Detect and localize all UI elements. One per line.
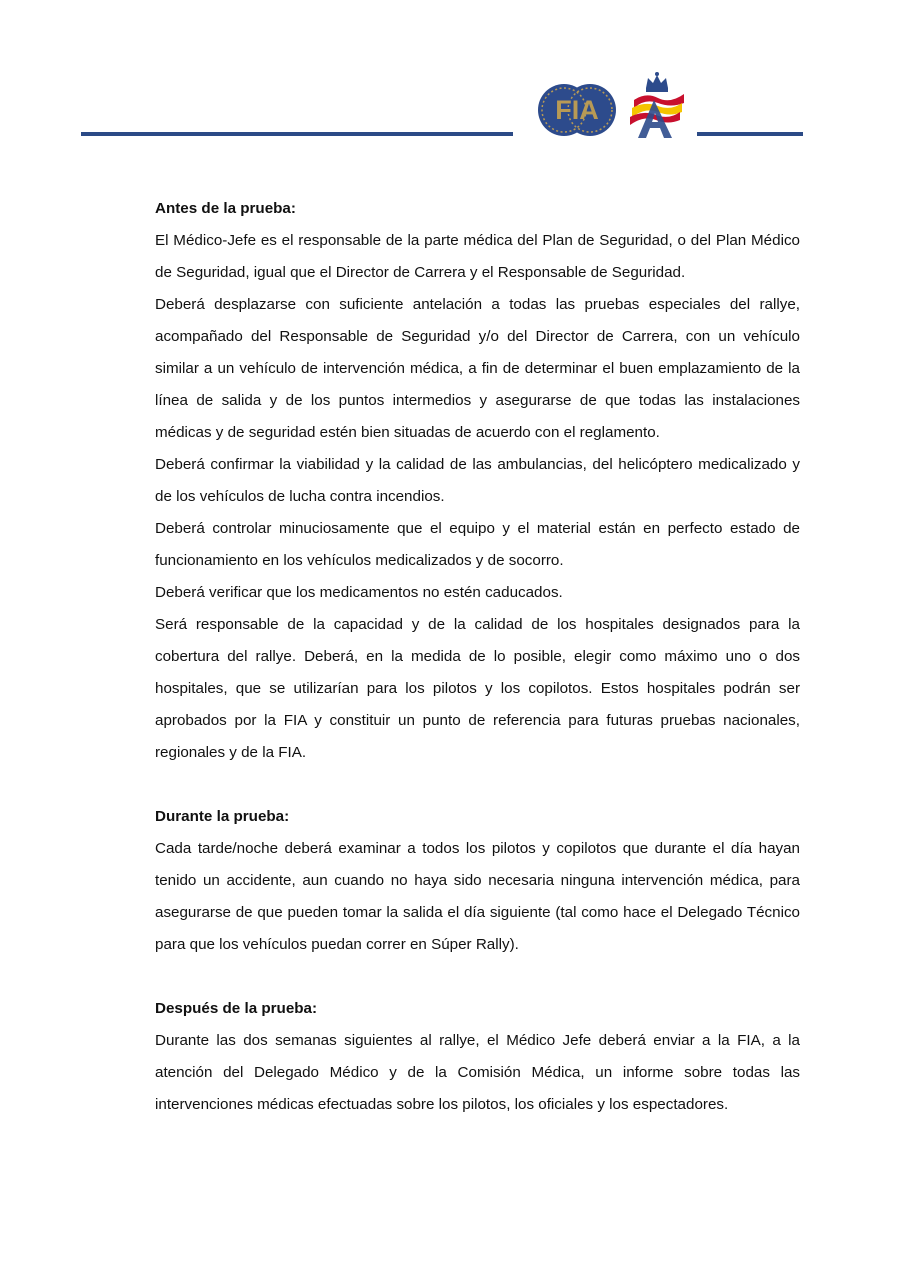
section-heading: Durante la prueba:	[155, 808, 290, 825]
header-rule-right	[697, 132, 803, 136]
paragraph: Cada tarde/noche deberá examinar a todos los pilotos y copilotos que durante el día hayan tenido un accidente, aun cuando no haya sido necesaria ninguna intervención médica, para asegurarse de que pueden tomar la salida el día siguiente (tal como hace el Delegado Técnico para que los vehículos puedan correr en Súper Rally).	[155, 840, 800, 953]
section-despues	[155, 993, 800, 1121]
page-header	[0, 0, 905, 150]
section-antes	[155, 193, 800, 769]
paragraph: Deberá confirmar la viabilidad y la calidad de las ambulancias, del helicóptero medicalizado y de los vehículos de lucha contra incendios.	[155, 456, 800, 505]
paragraph: Deberá verificar que los medicamentos no estén caducados.	[155, 584, 563, 601]
fia-logo	[536, 82, 618, 138]
paragraph: Será responsable de la capacidad y de la calidad de los hospitales designados para la cobertura del rallye. Deberá, en la medida de lo posible, elegir como máximo uno o dos hospitales, que se utilizarían para los pilotos y los copilotos. Estos hospitales podrán ser aprobados por la FIA y constituir un punto de referencia para futuras pruebas nacionales, regionales y de la FIA.	[155, 616, 800, 761]
header-rule-left	[81, 132, 513, 136]
fia-logo-text: FIA	[555, 95, 599, 125]
rfea-crown-flag-logo	[624, 70, 690, 140]
paragraph: Deberá controlar minuciosamente que el equipo y el material están en perfecto estado de funcionamiento en los vehículos medicalizados y de socorro.	[155, 520, 800, 569]
section-heading: Después de la prueba:	[155, 1000, 318, 1017]
paragraph: El Médico-Jefe es el responsable de la parte médica del Plan de Seguridad, o del Plan Médico de Seguridad, igual que el Director de Carrera y el Responsable de Seguridad.	[155, 232, 800, 281]
section-durante	[155, 801, 800, 961]
document-body	[155, 193, 800, 1121]
paragraph: Deberá desplazarse con suficiente antelación a todas las pruebas especiales del rallye, acompañado del Responsable de Seguridad y/o del Director de Carrera, con un vehículo similar a un vehículo de intervención médica, a fin de determinar el buen emplazamiento de la línea de salida y de los puntos intermedios y asegurarse de que todas las instalaciones médicas y de seguridad estén bien situadas de acuerdo con el reglamento.	[155, 296, 800, 441]
section-heading: Antes de la prueba:	[155, 200, 296, 217]
paragraph: Durante las dos semanas siguientes al rallye, el Médico Jefe deberá enviar a la FIA, a la atención del Delegado Médico y de la Comisión Médica, un informe sobre todas las intervenciones médicas efectuadas sobre los pilotos, los oficiales y los espectadores.	[155, 1032, 800, 1113]
crown-icon	[646, 72, 668, 92]
